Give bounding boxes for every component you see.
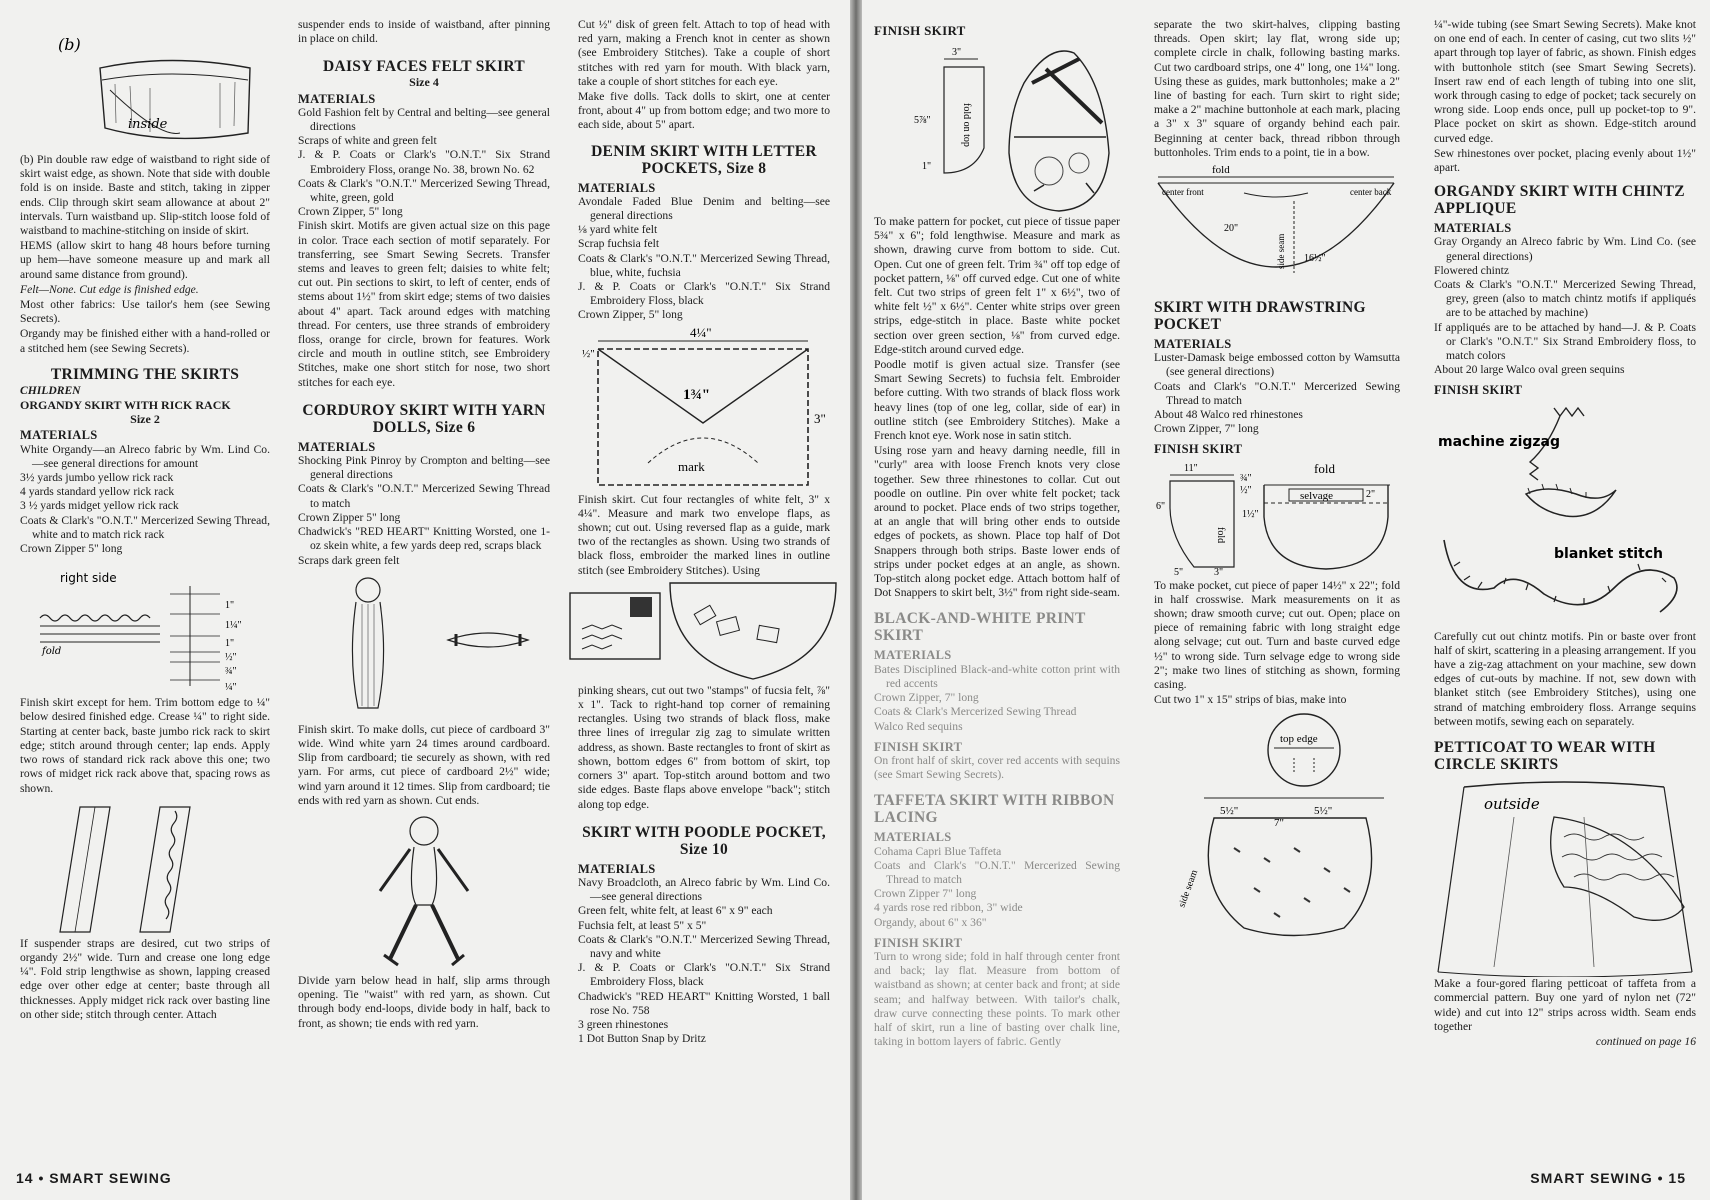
material-item: Chadwick's "RED HEART" Knitting Worsted, one 1-oz skein white, a few yards deep red, scraps black	[298, 525, 550, 553]
materials-label: MATERIALS	[578, 180, 656, 195]
material-item: Walco Red sequins	[874, 719, 963, 733]
material-item: Green felt, white felt, at least 6" x 9" each	[578, 904, 773, 918]
petticoat-figure	[1434, 777, 1696, 977]
material-item: White Organdy—an Alreco fabric by Wm. Lind Co.—see general directions for amount	[20, 442, 270, 470]
fig-right-side: right side	[60, 571, 117, 586]
heading-children: CHILDREN	[20, 383, 81, 397]
fig-165: 16½"	[1304, 253, 1326, 265]
material-item: Scrap fuchsia felt	[578, 237, 660, 251]
material-item: 3 green rhinestones	[578, 1017, 669, 1031]
fig-env-mark: mark	[678, 458, 705, 474]
fig-5: 5"	[1174, 566, 1184, 578]
material-item: Coats & Clark's "O.N.T." Mercerized Sewing Thread, grey, green (also to match chintz motifs if appliqués are to be attached by machine)	[1434, 278, 1696, 320]
paragraph: Using rose yarn and heavy darning needle, fill in "curly" area with loose French knots very close together. Sew three rhinestones to collar. Cut out poodle on outline. Pin over white felt pocket; tack around to pocket. Place ends of two strips together, at an angle that will bring other ends to outside edges of pockets, as shown. Place top half of Dot Snappers through both strips. Baste lower ends of strips under pocket edges at an angle, as shown. Top-stitch along pocket edge. Attach bottom half of Dot Snappers to skirt belt, 3½" from right side-seam.	[874, 444, 1120, 600]
material-item: Cohama Capri Blue Taffeta	[874, 844, 1002, 858]
heading-daisy: DAISY FACES FELT SKIRT	[322, 58, 526, 76]
fig-fold2: fold	[1215, 526, 1226, 543]
material-item: 3 ½ yards midget yellow rick rack	[20, 499, 179, 513]
paragraph: Make a four-gored flaring petticoat of taffeta from a commercial pattern. Buy one yard of nylon net (72" wide) and cut into 12" strips across width. Seam ends together	[1434, 977, 1696, 1033]
page-footer: 14 • SMART SEWING	[16, 1170, 172, 1186]
heading-finish-skirt: FINISH SKIRT	[1434, 383, 1523, 398]
material-item: Shocking Pink Pinroy by Crompton and belting—see general directions	[298, 454, 550, 482]
p15-col3	[1434, 18, 1696, 1050]
fig-env-height: 3"	[814, 410, 826, 426]
heading-organdy-chintz: ORGANDY SKIRT WITH CHINTZ APPLIQUE	[1434, 183, 1685, 218]
material-item: Coats & Clark's "O.N.T." Mercerized Sewing Thread, blue, white, fuchsia	[578, 251, 830, 279]
material-item: 3½ yards jumbo yellow rick rack	[20, 471, 174, 485]
p14-col1	[20, 28, 270, 1023]
material-item: Coats & Clark's "O.N.T." Mercerized Sewing Thread, white and to match rick rack	[20, 513, 270, 541]
fig-m1: 1"	[225, 600, 235, 612]
material-item: Scraps of white and green felt	[298, 134, 437, 148]
materials-label: MATERIALS	[20, 428, 98, 443]
paragraph: Make five dolls. Tack dolls to skirt, one at center front, about 4" up from bottom edge; and two more to each side, about 5" apart.	[578, 90, 830, 132]
paragraph: Felt—None. Cut edge is finished edge.	[20, 282, 199, 296]
fig-fold-top: fold on top	[961, 103, 972, 147]
paragraph: suspender ends to inside of waistband, after pinning in place on child.	[298, 18, 550, 46]
fig-m2: 1¼"	[225, 620, 242, 632]
material-item: Avondale Faded Blue Denim and belting—see general directions	[578, 194, 830, 223]
rickrack-figure	[20, 556, 270, 696]
fig-34: ¾"	[1240, 472, 1252, 484]
materials-label: MATERIALS	[874, 648, 952, 663]
paragraph: Carefully cut out chintz motifs. Pin or baste over front half of skirt, scattering in a pleasing arrangement. If you have a zig-zag attachment on your machine, sew down edges of cut-outs by machine. If not, sew down with blanket stitch (see Embroidery Stitches), using one strand of matching embroidery floss. Arrange sequins between motifs, sewing each on separately.	[1434, 629, 1696, 728]
paragraph: Most other fabrics: Use tailor's hem (see Sewing Secrets).	[20, 298, 270, 326]
material-item: Crown Zipper 5" long	[20, 542, 123, 556]
material-item: Crown Zipper, 7" long	[874, 691, 979, 705]
fig-inside-label: inside	[128, 117, 168, 132]
fig-fold: fold	[1212, 164, 1230, 177]
material-item: J. & P. Coats or Clark's "O.N.T." Six Strand Embroidery Floss, black	[578, 280, 830, 308]
paragraph: Cut two 1" x 15" strips of bias, make into	[1154, 693, 1347, 707]
fig-b-tag: (b)	[58, 35, 81, 54]
material-item: Crown Zipper 7" long	[874, 887, 977, 901]
fig-m3: 1"	[225, 638, 235, 650]
fig-7: 7"	[1274, 817, 1284, 830]
letter-pockets-figure	[568, 579, 830, 684]
heading-finish-skirt: FINISH SKIRT	[874, 935, 963, 950]
material-item: Scraps dark green felt	[298, 553, 400, 567]
drawstring-pocket-figure	[1154, 788, 1400, 938]
heading-organdy-rickrack: ORGANDY SKIRT WITH RICK RACK	[20, 398, 231, 413]
materials-label: MATERIALS	[298, 91, 376, 106]
p14-col3	[578, 18, 830, 1046]
heading-poodle: SKIRT WITH POODLE POCKET, Size 10	[582, 823, 826, 858]
continued-note: continued on page 16	[1595, 1034, 1696, 1048]
paragraph: To make pattern for pocket, cut piece of tissue paper 5¾" x 6"; fold lengthwise. Measure and mark as shown, drawing curve from bottom to side. Cut. Open. Cut one of green felt. Trim ¾" off top edge of pocket pattern, ⅛" off curved edge. Cut one of white felt. Cut two strips of green felt 1" x 6½", two of white felt ½" x 6½". Center white strips over green strips, edge-stitch in place. Baste white pocket section over green section, ⅛" from curved edge. Edge-stitch around curved edge.	[874, 215, 1120, 356]
material-item: 4 yards rose red ribbon, 3" wide	[874, 901, 1023, 915]
fig-env-width: 4¼"	[690, 324, 712, 340]
fig-machine-zigzag: machine zigzag	[1438, 433, 1561, 450]
top-edge-detail-figure	[1154, 708, 1400, 788]
fig-112: 1½"	[1242, 508, 1259, 520]
heading-denim: DENIM SKIRT WITH LETTER POCKETS, Size 8	[591, 142, 817, 177]
poodle-pocket-figure	[874, 43, 1120, 215]
materials-label: MATERIALS	[578, 861, 656, 876]
paragraph: On front half of skirt, cover red accents with sequins (see Smart Sewing Secrets).	[874, 753, 1120, 782]
paragraph: HEMS (allow skirt to hang 48 hours before turning up hem—have someone measure up and mark all around same distance from ground).	[20, 239, 270, 281]
fig-58: 5⅞"	[914, 115, 931, 126]
heading-size: Size 2	[130, 412, 160, 427]
material-item: Coats & Clark's Mercerized Sewing Thread	[874, 705, 1077, 719]
fig-55b: 5½"	[1314, 805, 1333, 818]
fig-3in: 3"	[952, 47, 962, 58]
p15-col2	[1154, 18, 1400, 938]
fig-sideseam: side seam	[1176, 868, 1201, 910]
fig-11: 11"	[1184, 462, 1198, 474]
fig-55a: 5½"	[1220, 805, 1239, 818]
fig-blanket-stitch: blanket stitch	[1554, 545, 1664, 562]
fig-env-half: ½"	[582, 347, 595, 360]
fig-side-seam: side seam	[1276, 233, 1286, 270]
material-item: About 48 Walco red rhinestones	[1154, 408, 1303, 422]
material-item: Navy Broadcloth, an Alreco fabric by Wm. Lind Co.—see general directions	[578, 875, 830, 904]
fig-center-back: center back	[1350, 187, 1392, 198]
paragraph: Cut ½" disk of green felt. Attach to top of head with red yarn, making a French knot in center as shown (see Embroidery Stitches). Take a couple of short stitches with red yarn for mouth. With black yarn, take a couple of short stitches for each eye.	[578, 18, 830, 88]
heading-bw-print: BLACK-AND-WHITE PRINT SKIRT	[874, 610, 1086, 645]
envelope-pattern-figure	[578, 323, 830, 493]
material-item: Flowered chintz	[1434, 263, 1510, 277]
paragraph: Divide yarn below head in half, slip arms through opening. Tie "waist" with red yarn, as shown. Cut through body end-loops, divide body in half, back to front, as shown; tie ends with red yarn.	[298, 973, 550, 1030]
material-item: Coats & Clark's "O.N.T." Mercerized Sewing Thread, navy and white	[578, 932, 830, 960]
paragraph: Sew rhinestones over pocket, placing evenly about 1½" apart.	[1434, 146, 1696, 175]
heading-trimming: TRIMMING THE SKIRTS	[50, 365, 240, 383]
paragraph: Poodle motif is given actual size. Transfer (see Smart Sewing Secrets) to fuchsia felt. Embroider before cutting. With two strands of black floss work heavy lines (top of one leg, collar, side of ear) in outline stitch (see Embroidery Stitches). Make a French knot eye. Work nose in satin stitch.	[874, 358, 1120, 443]
material-item: 4 yards standard yellow rick rack	[20, 485, 175, 499]
fig-m4: ½"	[225, 652, 237, 664]
p15-col1	[874, 18, 1120, 1050]
fig-20: 20"	[1224, 223, 1239, 235]
applique-stitch-figure	[1434, 398, 1696, 630]
material-item: Gray Organdy an Alreco fabric by Wm. Lind Co. (see general directions)	[1434, 235, 1696, 263]
material-item: Crown Zipper, 5" long	[578, 308, 683, 322]
paragraph: ¼"-wide tubing (see Smart Sewing Secrets). Make knot on one end of each. In center of casing, cut two slits ½" apart through top layer of fabric, as shown. Finish edges with buttonhole stitch (see Smart Sewing Secrets). Insert raw end of each length of tubing into one slit, work through casing to edge of pocket; tack securely on wrong side. Loop ends once, pull up pocket-top to 9". Place pocket on skirt as shown. Edge-stitch around curved edge.	[1434, 18, 1696, 145]
paragraph: If suspender straps are desired, cut two strips of organdy 2½" wide. Turn and crease one long edge ¼". Fold strip lengthwise as shown, lapping creased edge over other edge at center; baste through all thicknesses. Apply midget rick rack over basting line on other side; stitch through center. Attach	[20, 936, 270, 1021]
waistband-inside-figure	[20, 28, 270, 153]
material-item: Organdy, about 6" x 36"	[874, 915, 987, 929]
fig-12: ½"	[1240, 484, 1252, 496]
fig-fold: fold	[42, 646, 62, 658]
material-item: Chadwick's "RED HEART" Knitting Worsted, 1 ball rose No. 758	[578, 989, 830, 1017]
fig-m6: ¼"	[225, 682, 237, 694]
paragraph: separate the two skirt-halves, clipping basting threads. Open skirt; lay flat, wrong side up; complete circle in chalk, following basting marks. Cut two cardboard strips, one 4" long, one 1¼" long. Using these as guides, mark buttonholes; make a 2" line of basting for each. Turn skirt to right side; make a 2" machine buttonhole at each mark, placing a 3" x 3" square of organdy behind each pair. Beginning at center back, thread ribbon through buttonholes. Trim ends to a point, tie in a bow.	[1154, 18, 1400, 159]
paragraph: Finish skirt. Motifs are given actual size on this page in color. Trace each section of motif separately. For transferring, see Smart Sewing Secrets. Transfer stems and leaves to green felt; daisies to white felt; cut out. Pin sections to skirt, to left of center, ends of stems about 1½" from skirt edge; stems of two daisies about 4" apart. Tack around edges with matching thread. For centers, use three strands of embroidery floss, orange for circle, brown for features. Work circle and mouth in outline stitch, see Embroidery Stitches, make one short stitch for nose, two short stitches for each eye.	[298, 219, 550, 389]
material-item: Crown Zipper 5" long	[298, 510, 401, 524]
material-item: Coats and Clark's "O.N.T." Mercerized Sewing Thread to match	[1154, 379, 1400, 407]
heading-finish-skirt: FINISH SKIRT	[874, 23, 966, 38]
heading-taffeta: TAFFETA SKIRT WITH RIBBON LACING	[874, 792, 1115, 827]
material-item: 1 Dot Button Snap by Dritz	[578, 1032, 706, 1046]
material-item: Coats & Clark's "O.N.T." Mercerized Sewing Thread, white, green, gold	[298, 176, 550, 205]
material-item: J. & P. Coats or Clark's "O.N.T." Six Strand Embroidery Floss, orange No. 38, brown No. 62	[298, 148, 550, 176]
heading-size: Size 4	[409, 75, 439, 90]
material-item: ⅛ yard white felt	[578, 223, 658, 237]
fig-3: 3"	[1214, 566, 1224, 578]
material-item: J. & P. Coats or Clark's "O.N.T." Six Strand Embroidery Floss, black	[578, 961, 830, 989]
page-15	[862, 0, 1710, 1200]
fig-m5: ¾"	[225, 666, 237, 678]
heading-petticoat: PETTICOAT TO WEAR WITH CIRCLE SKIRTS	[1434, 739, 1656, 774]
paragraph: To make pocket, cut piece of paper 14½" x 22"; fold in half crosswise. Mark measurements on it as shown; draw smooth curve; cut out. Open; place on piece of remaining fabric with long straight edge along selvage; cut out. Turn and baste curved edge ½" to wrong side. Turn selvage edge to wrong side 2"; make two lines of stitching as shown, forming casing.	[1154, 578, 1400, 692]
paragraph: Finish skirt. To make dolls, cut piece of cardboard 3" wide. Wind white yarn 24 times around cardboard. Slip from cardboard; tie securely as shown, with red yarn. For arms, cut piece of cardboard 2½" wide; wind yarn around it 12 times. Slip from cardboard; tie ends with red yarn as shown. Cut ends.	[298, 722, 550, 807]
fig-fold3: fold	[1314, 460, 1335, 476]
material-item: Bates Disciplined Black-and-white cotton print with red accents	[874, 662, 1120, 690]
paragraph: Turn to wrong side; fold in half through center front and back; lay flat. Measure from bottom of waistband as shown; at center back and front; at side seam; and halfway between. With tailor's chalk, draw curve connecting these points. To mark other half of skirt, run a line of basting over chalk line, taking in bottom layers of fabric. Gently	[874, 949, 1120, 1049]
material-item: About 20 large Walco oval green sequins	[1434, 363, 1625, 377]
fig-env-flap: 1¾"	[683, 386, 711, 403]
binding-gutter	[850, 0, 862, 1200]
heading-finish-skirt: FINISH SKIRT	[1154, 442, 1243, 457]
paragraph: Finish skirt. Cut four rectangles of white felt, 3" x 4¼". Measure and mark two envelope flaps, as shown; cut out. Using reversed flap as a guide, mark two of the rectangles as shown. Using two strands of black floss, embroider the marked lines in outline stitch (see Embroidery Stitches). Using	[578, 492, 830, 577]
page-footer: SMART SEWING • 15	[1530, 1170, 1686, 1186]
materials-label: MATERIALS	[1154, 337, 1232, 352]
paragraph: Organdy may be finished either with a hand-rolled or a stitched hem (see Sewing Secrets).	[20, 327, 270, 355]
fig-outside: outside	[1484, 795, 1540, 814]
fig-top-edge: top edge	[1280, 733, 1318, 746]
page-14	[0, 0, 850, 1200]
fig-1in: 1"	[922, 161, 932, 172]
heading-finish-skirt: FINISH SKIRT	[874, 739, 963, 754]
fig-center-front: center front	[1162, 187, 1204, 198]
fig-6: 6"	[1156, 500, 1166, 512]
materials-label: MATERIALS	[874, 830, 952, 845]
suspender-figure	[20, 797, 270, 937]
paragraph: (b) Pin double raw edge of waistband to right side of skirt waist edge, as shown. Note that side with double fold is on inside. Baste and stitch, taking in zipper ends. Clip through skirt seam allowance at about 2" intervals. Turn waistband up. Slip-stitch loose fold of waistband to machine-stitching on inside of skirt.	[20, 153, 270, 238]
yarn-doll-parts-figure	[298, 568, 550, 723]
material-item: Gold Fashion felt by Central and belting—see general directions	[298, 105, 550, 134]
material-item: Luster-Damask beige embossed cotton by Wamsutta (see general directions)	[1154, 351, 1400, 379]
material-item: Fuchsia felt, at least 5" x 5"	[578, 918, 707, 932]
material-item: Crown Zipper, 7" long	[1154, 422, 1259, 436]
half-circle-skirt-figure	[1154, 161, 1400, 293]
yarn-doll-figure	[298, 809, 550, 974]
heading-drawstring: SKIRT WITH DRAWSTRING POCKET	[1154, 299, 1366, 334]
materials-label: MATERIALS	[1434, 221, 1512, 236]
heading-corduroy: CORDUROY SKIRT WITH YARN DOLLS, Size 6	[302, 401, 546, 436]
drawstring-pattern-figure	[1154, 457, 1400, 579]
fig-selvage: selvage	[1300, 489, 1333, 502]
material-item: Coats and Clark's "O.N.T." Mercerized Sewing Thread to match	[874, 858, 1120, 886]
material-item: Coats & Clark's "O.N.T." Mercerized Sewing Thread to match	[298, 482, 550, 510]
material-item: Crown Zipper, 5" long	[298, 205, 403, 219]
fig-2: 2"	[1366, 488, 1376, 500]
materials-label: MATERIALS	[298, 439, 376, 454]
p14-col2	[298, 18, 550, 1032]
paragraph: Finish skirt except for hem. Trim bottom edge to ¼" below desired finished edge. Crease ¼" to right side. Starting at center back, baste jumbo rick rack to skirt edge; stitch around through center; lap ends. Apply two rows of standard rick rack above this one; two rows of midget rick rack above that, spacing rows as shown.	[20, 696, 270, 795]
paragraph: pinking shears, cut out two "stamps" of fucsia felt, ⅞" x 1". Tack to right-hand top corner of remaining rectangles. Using two strands of black floss, make three lines of irregular zig zag to simulate written address, as shown. Baste rectangles to front of skirt as shown, bottom edges 6" from bottom of skirt, top corners 3" apart. Top-stitch around bottom and two side edges. Baste flaps above envelope "back"; stitch along top edge.	[578, 683, 830, 811]
material-item: If appliqués are to be attached by hand—J. & P. Coats or Clark's "O.N.T." Six Strand Embroidery floss, to match colors	[1434, 320, 1696, 363]
